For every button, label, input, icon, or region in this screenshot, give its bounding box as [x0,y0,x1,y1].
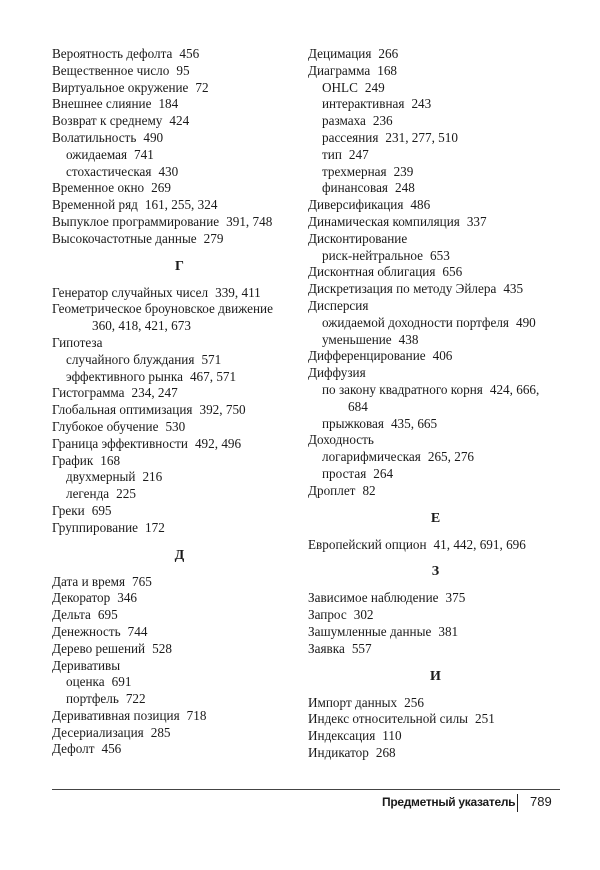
entry-term: уменьшение [322,331,392,347]
entry-term: Дроплет [308,482,356,498]
index-entry [308,46,563,63]
entry-pages: 695 [97,607,118,623]
index-entry [52,180,307,197]
entry-pages: 381 [438,623,459,639]
entry-term: Европейский опцион [308,536,427,552]
entry-term: Глобальная оптимизация [52,402,193,418]
index-entry [52,725,307,742]
entry-pages: 490 [515,314,536,330]
index-entry [308,214,563,231]
index-entry [52,708,307,725]
index-subentry [308,248,563,265]
index-entry [308,432,563,449]
entry-pages: 337 [466,213,487,229]
entry-term: финансовая [322,180,388,196]
index-subentry [52,674,307,691]
index-subentry [308,130,563,147]
index-entry [52,385,307,402]
index-column-left [52,46,307,758]
entry-pages: 95 [176,62,190,78]
entry-pages: 248 [395,180,415,196]
entry-pages: 744 [127,623,148,639]
entry-pages: 435, 665 [390,415,438,431]
entry-term: Индикатор [308,744,369,760]
entry-pages: 265, 276 [427,449,474,465]
entry-pages: 161, 255, 324 [144,197,218,213]
entry-pages: 216 [142,469,163,485]
entry-term: интерактивная [322,96,405,112]
entry-pages: 264 [373,465,394,481]
entry-term: тип [322,146,342,162]
entry-term: 360, 418, 421, 673 [92,318,191,334]
entry-pages: 172 [145,519,165,535]
entry-pages: 268 [375,744,396,760]
index-entry [308,264,563,281]
entry-term: Геометрическое броуновское движение [52,301,273,317]
index-entry [52,436,307,453]
entry-pages: 236 [372,113,393,129]
entry-term: Децимация [308,46,372,61]
index-entry [52,419,307,436]
index-entry [308,607,563,624]
index-entry [52,130,307,147]
entry-term: Временное окно [52,180,145,196]
entry-term: Десериализация [52,724,144,740]
entry-pages: 302 [353,607,374,623]
entry-term: График [52,452,94,468]
index-subentry [52,147,307,164]
entry-pages: 168 [377,62,397,78]
index-entry [52,402,307,419]
index-entry [308,745,563,762]
index-entry [52,641,307,658]
entry-pages: 269 [151,180,171,196]
entry-term: Граница эффективности [52,435,188,451]
entry-term: Внешнее слияние [52,96,152,112]
entry-pages: 41, 442, 691, 696 [433,536,526,552]
entry-term: Гипотеза [52,334,103,350]
index-entry [52,741,307,758]
index-entry [308,365,563,382]
entry-term: ожидаемая [66,146,128,162]
entry-pages: 557 [351,640,372,656]
entry-term: Динамическая компиляция [308,213,460,229]
index-column-right [308,46,563,762]
index-subentry [308,416,563,433]
index-subentry [308,466,563,483]
index-entry [308,197,563,214]
entry-term: простая [322,465,367,481]
entry-term: портфель [66,691,119,707]
index-entry [52,63,307,80]
entry-term: Деривативы [52,657,121,673]
index-entry [52,113,307,130]
entry-pages: 430 [158,163,179,179]
entry-term: Возврат к среднему [52,113,163,129]
entry-pages: 467, 571 [189,368,237,384]
entry-pages: 256 [404,694,424,710]
entry-term: Дерево решений [52,640,146,656]
index-subentry [308,80,563,97]
entry-term: Дисконтирование [308,230,408,246]
entry-term: Дискретизация по методу Эйлера [308,281,497,297]
entry-pages: 492, 496 [194,435,242,451]
entry-term: Декоратор [52,590,111,606]
entry-pages: 695 [91,502,112,518]
index-entry [52,503,307,520]
entry-term: Дата и время [52,573,126,589]
entry-pages: 247 [348,146,369,162]
entry-term: Диффузия [308,365,366,381]
footer-rule [52,789,560,790]
index-subentry [308,315,563,332]
entry-term: по закону квадратного корня [322,381,483,397]
index-subentry [308,332,563,349]
entry-term: трехмерная [322,163,387,179]
index-entry [52,214,307,231]
index-entry [52,301,307,318]
entry-term: Дисконтная облигация [308,264,436,280]
entry-term: случайного блуждания [66,351,195,367]
index-subentry [52,691,307,708]
entry-term: Временной ряд [52,197,138,213]
entry-pages: 435 [503,281,524,297]
index-entry [52,96,307,113]
entry-term: Индексация [308,728,376,744]
entry-pages: 279 [203,230,224,246]
index-entry [52,520,307,537]
entry-pages: 239 [393,163,414,179]
index-entry [52,453,307,470]
index-entry [52,590,307,607]
index-entry [308,711,563,728]
entry-term: Запрос [308,607,347,623]
entry-pages: 424 [169,113,190,129]
entry-pages: 243 [411,96,432,112]
entry-term: Глубокое обучение [52,418,159,434]
entry-term: эффективного рынка [66,368,183,384]
section-letter-header: З [431,564,440,580]
entry-term: Дисперсия [308,297,369,313]
entry-pages: 72 [195,79,209,95]
entry-term: логарифмическая [322,449,421,465]
entry-pages: 392, 750 [199,402,246,418]
entry-pages: 656 [442,264,463,280]
index-entry [308,728,563,745]
section-letter-header: Г [175,258,184,274]
entry-pages: 225 [116,486,136,502]
index-entry [52,46,307,63]
entry-pages: 571 [201,351,222,367]
index-subentry [52,164,307,181]
entry-term: 684 [348,398,368,414]
entry-term: Гистограмма [52,385,125,401]
entry-term: Группирование [52,519,139,535]
entry-term: Зашумленные данные [308,623,432,639]
entry-pages: 339, 411 [215,284,261,300]
entry-pages: 741 [134,146,154,162]
entry-term: стохастическая [66,163,152,179]
index-subentry [308,449,563,466]
entry-pages: 424, 666, [489,381,540,397]
index-entry [52,80,307,97]
entry-term: оценка [66,674,105,690]
entry-pages: 765 [132,573,152,589]
index-entry [308,399,563,416]
entry-term: Дефолт [52,741,95,757]
entry-pages: 490 [143,129,164,145]
index-subentry [308,147,563,164]
index-entry [308,537,563,554]
entry-term: рассеяния [322,129,379,145]
entry-term: размаха [322,113,366,129]
entry-term: Генератор случайных чисел [52,284,209,300]
index-entry [308,281,563,298]
index-entry [308,298,563,315]
entry-term: Деривативная позиция [52,707,180,723]
index-entry [308,483,563,500]
entry-pages: 346 [117,590,138,606]
entry-term: Диаграмма [308,62,371,78]
index-entry [52,285,307,302]
entry-pages: 653 [430,247,450,263]
footer-divider [517,794,518,812]
entry-pages: 722 [125,691,146,707]
entry-pages: 528 [152,640,172,656]
index-subentry [52,369,307,386]
section-letter-header: Е [430,510,441,526]
entry-term: Диверсификация [308,197,404,213]
index-entry [308,590,563,607]
index-entry [52,624,307,641]
entry-term: Зависимое наблюдение [308,590,439,606]
index-entry [308,641,563,658]
index-entry [308,348,563,365]
entry-pages: 530 [165,418,186,434]
entry-pages: 486 [410,197,431,213]
entry-pages: 231, 277, 510 [385,129,458,145]
index-entry [52,607,307,624]
entry-pages: 184 [158,96,179,112]
index-entry [308,695,563,712]
index-subentry [308,164,563,181]
entry-pages: 285 [150,724,171,740]
entry-pages: 456 [179,46,200,61]
entry-pages: 456 [101,741,122,757]
entry-term: риск-нейтральное [322,247,424,263]
entry-pages: 391, 748 [226,213,273,229]
entry-term: Денежность [52,623,121,639]
section-letter-header: Д [174,547,185,563]
index-entry [52,197,307,214]
index-entry [52,574,307,591]
index-entry [308,63,563,80]
entry-pages: 251 [475,711,495,727]
index-subentry [52,352,307,369]
entry-pages: 234, 247 [131,385,178,401]
entry-pages: 438 [398,331,419,347]
page-number: 789 [530,794,552,809]
index-subentry [52,486,307,503]
index-entry [308,624,563,641]
entry-term: Дельта [52,607,91,623]
index-entry [52,335,307,352]
entry-pages: 168 [100,452,121,468]
entry-pages: 249 [364,79,385,95]
entry-term: Заявка [308,640,345,656]
index-entry [52,318,307,335]
entry-term: Волатильность [52,129,137,145]
index-subentry [308,382,563,399]
entry-term: Дифференцирование [308,348,426,364]
entry-pages: 718 [186,707,207,723]
entry-term: Вещественное число [52,62,170,78]
entry-term: Вероятность дефолта [52,46,173,61]
entry-pages: 375 [445,590,466,606]
index-entry [52,231,307,248]
entry-term: Импорт данных [308,694,398,710]
entry-pages: 691 [111,674,132,690]
entry-term: Высокочастотные данные [52,230,197,246]
entry-term: двухмерный [66,469,136,485]
entry-term: Индекс относительной силы [308,711,469,727]
index-entry [52,658,307,675]
index-entry [308,231,563,248]
entry-pages: 82 [362,482,376,498]
entry-term: Доходность [308,432,374,448]
entry-pages: 110 [382,728,402,744]
entry-term: прыжковая [322,415,384,431]
entry-term: Выпуклое программирование [52,213,220,229]
index-subentry [308,113,563,130]
entry-pages: 406 [432,348,453,364]
entry-term: легенда [66,486,110,502]
entry-term: ожидаемой доходности портфеля [322,314,509,330]
index-subentry [52,469,307,486]
entry-term: Виртуальное окружение [52,79,189,95]
entry-pages: 266 [378,46,399,61]
index-subentry [308,96,563,113]
section-letter-header: И [430,668,441,684]
entry-term: Греки [52,502,85,518]
index-subentry [308,180,563,197]
running-footer-title: Предметный указатель [382,795,516,809]
entry-term: OHLC [322,79,358,95]
